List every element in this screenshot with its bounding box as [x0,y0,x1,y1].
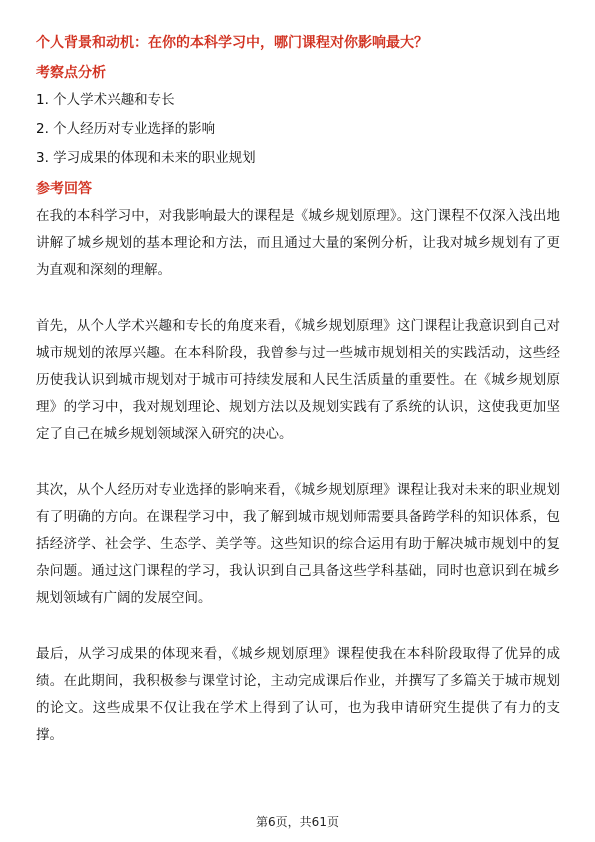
analysis-item: 3. 学习成果的体现和未来的职业规划 [36,150,256,166]
analysis-item: 2. 个人经历对专业选择的影响 [36,121,216,137]
analysis-list [36,89,566,176]
answer-body [36,203,560,777]
analysis-heading: 考察点分析 [36,65,106,81]
analysis-item: 1. 个人学术兴趣和专长 [36,92,175,108]
answer-paragraph: 其次，从个人经历对专业选择的影响来看，《城乡规划原理》课程让我对未来的职业规划有了明确的方向。在课程学习中，我了解到城市规划师需要具备跨学科的知识体系，包括经济学、社会学、生态学、美学等。这些知识的综合运用有助于解决城市规划中的复杂问题。通过这门课程的学习，我认识到自己具备这些学科基础，同时也意识到在城乡规划领域有广阔的发展空间。 [36,481,560,607]
answer-paragraph: 最后，从学习成果的体现来看，《城乡规划原理》课程使我在本科阶段取得了优异的成绩。在此期间，我积极参与课堂讨论，主动完成课后作业，并撰写了多篇关于城市规划的论文。这些成果不仅让我在学术上得到了认可，也为我申请研究生提供了有力的支撑。 [36,645,560,744]
answer-heading: 参考回答 [36,181,92,197]
question-title: 个人背景和动机：在你的本科学习中，哪门课程对你影响最大？ [36,35,428,51]
answer-paragraph: 在我的本科学习中，对我影响最大的课程是《城乡规划原理》。这门课程不仅深入浅出地讲解了城乡规划的基本理论和方法，而且通过大量的案例分析，让我对城乡规划有了更为直观和深刻的理解。 [36,208,560,279]
answer-paragraph: 首先，从个人学术兴趣和专长的角度来看，《城乡规划原理》这门课程让我意识到自己对城市规划的浓厚兴趣。在本科阶段，我曾参与过一些城市规划相关的实践活动，这些经历使我认识到城市规划对于城市可持续发展和人民生活质量的重要性。在《城乡规划原理》的学习中，我对规划理论、规划方法以及规划实践有了系统的认识，这使我更加坚定了自己在城乡规划领域深入研究的决心。 [36,317,560,443]
page-number: 第6页，共61页 [256,815,339,829]
